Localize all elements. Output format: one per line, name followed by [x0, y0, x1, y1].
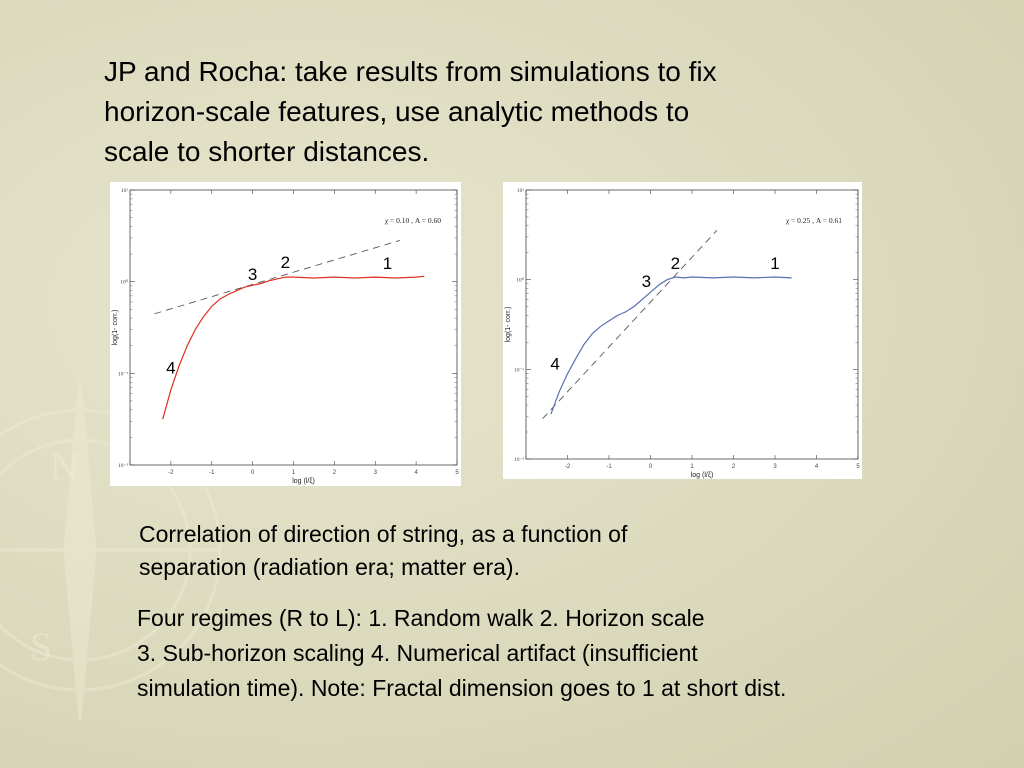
regime-label: 4	[166, 358, 176, 378]
y-tick-label: 10⁻¹	[513, 367, 524, 374]
x-axis-label: log (l/ξ)	[690, 472, 714, 479]
caption-line: separation (radiation era; matter era).	[139, 554, 520, 580]
x-tick-label: -1	[209, 470, 215, 476]
chart-svg	[110, 182, 461, 486]
slide-title-line: scale to shorter distances.	[104, 136, 430, 167]
x-tick-label: 1	[291, 470, 296, 476]
plot-frame	[130, 190, 457, 465]
regimes-description	[137, 601, 997, 706]
x-tick-label: 4	[414, 470, 418, 476]
compass-letter-s: S	[30, 624, 53, 669]
y-tick-label: 10¹	[516, 188, 524, 194]
regime-label: 2	[280, 252, 291, 272]
regime-label: 1	[382, 253, 393, 273]
y-tick-label: 10⁻²	[117, 463, 128, 469]
x-tick-label: 4	[814, 464, 819, 470]
y-tick-label: 10⁻²	[513, 457, 524, 463]
x-tick-label: -2	[564, 464, 571, 470]
regimes-line: 3. Sub-horizon scaling 4. Numerical artifact (insufficient	[137, 640, 698, 666]
x-tick-label: 0	[648, 464, 653, 470]
radiation-era-plot	[110, 182, 461, 486]
x-tick-label: 2	[332, 470, 337, 476]
x-axis-label: log (l/ξ)	[292, 478, 315, 485]
regimes-line: Four regimes (R to L): 1. Random walk 2. Horizon scale	[137, 605, 705, 631]
x-tick-label: -1	[606, 464, 612, 470]
slide-title-line: horizon-scale features, use analytic methods to	[104, 96, 690, 127]
regime-label: 3	[641, 271, 652, 291]
x-tick-label: 1	[690, 464, 694, 470]
chart-svg	[503, 182, 862, 479]
caption-line: Correlation of direction of string, as a function of	[139, 521, 628, 547]
x-tick-label: 2	[731, 464, 736, 470]
regime-label: 1	[770, 253, 780, 273]
data-series-line	[551, 277, 792, 414]
slide-title	[104, 52, 884, 172]
x-tick-label: -2	[168, 470, 174, 476]
fit-label: χ = 0.10 , A = 0.60	[384, 216, 441, 225]
fit-line	[543, 230, 717, 418]
x-tick-label: 5	[455, 470, 459, 476]
y-axis-label: log(1- corr.)	[505, 306, 512, 343]
y-tick-label: 10¹	[120, 188, 128, 194]
x-tick-label: 3	[773, 464, 777, 470]
y-tick-label: 10⁰	[120, 279, 128, 286]
regime-label: 2	[670, 253, 681, 273]
x-tick-label: 0	[250, 470, 255, 476]
regime-label: 3	[247, 264, 258, 284]
x-tick-label: 5	[856, 464, 860, 470]
regimes-line: simulation time). Note: Fractal dimension goes to 1 at short dist.	[137, 675, 787, 701]
y-tick-label: 10⁻¹	[117, 371, 128, 378]
regime-label: 4	[550, 354, 560, 374]
matter-era-plot	[503, 182, 862, 479]
plot-frame	[526, 190, 858, 459]
y-axis-label: log(1- corr.)	[112, 309, 119, 346]
fit-label: χ = 0.25 , A = 0.61	[785, 216, 842, 225]
figure-caption	[139, 518, 799, 584]
data-series-line	[163, 276, 425, 419]
y-tick-label: 10⁰	[516, 277, 524, 284]
x-tick-label: 3	[373, 470, 377, 476]
slide-title-line: JP and Rocha: take results from simulations to fix	[104, 56, 717, 87]
compass-letter-n: N	[50, 444, 79, 489]
